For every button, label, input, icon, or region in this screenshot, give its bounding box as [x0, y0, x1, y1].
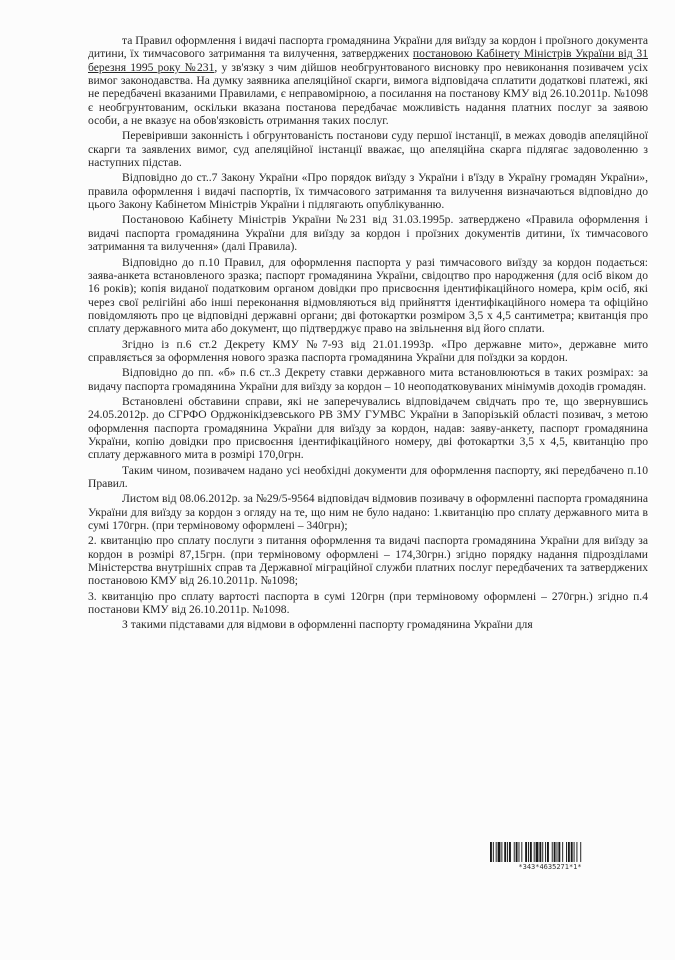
paragraph-0: та Правил оформлення і видачі паспорта громадянина України для виїзду за кордон і проїзного документа дитини, їх тимчасового затримання та вилучення, затверджених постановою Кабінету Міністрів України від 31 березня 1995 року №231, у зв'язку з чим дійшов необгрунтованого висновку про невиконання позивачем усіх вимог законодавства. На думку заявника апеляційної скарги, вимога відповідача сплатити додаткові платежі, які не передбачені вказаними Правилами, є неправомірною, а посилання на постанову КМУ від 26.10.2011р. №1098 є необгрунтованим, оскільки вказана постанова передбачає можливість надання платних послуг за заявою особи, а не вказує на обов'язковість отримання таких послуг. — [88, 34, 648, 128]
paragraph-5: Згідно із п.6 ст.2 Декрету КМУ №7-93 від 21.01.1993р. «Про державне мито», державне мито справляється за оформлення нового зразка паспорта громадянина України для поїздки за кордон. — [88, 337, 648, 364]
paragraph-1: Перевіривши законність і обгрунтованість постанови суду першої інстанції, в межах доводів апеляційної скарги та заявлених вимог, суд апеляційної інстанції вважає, що апеляційна скарга підлягає задоволенню з наступних підстав. — [88, 129, 648, 170]
barcode — [490, 842, 608, 862]
barcode-number: *343*4635271*1* — [518, 863, 582, 871]
paragraph-7: Встановлені обставини справи, які не заперечувались відповідачем свідчать про те, що звернувшись 24.05.2012р. до СГРФО Орджонікідзевського РВ ЗМУ ГУМВС України в Запорізькій області позивач, з метою оформлення паспорта громадянина України для виїзду за кордон, надав: заяву-анкету, паспорт громадянина України, копію довідки про присвоєння ідентифікаційного номеру, дві фотокартки 3,5 х 4,5, квитанцію про сплату державного мита в розмірі 170,0грн. — [88, 394, 648, 462]
paragraph-10: 2. квитанцію про сплату послуги з питання оформлення та видачі паспорта громадянина України для виїзду за кордон в розмірі 87,15грн. (при терміновому оформлені – 174,30грн.) згідно порядку надання підрозділами Міністерства внутрішніх справ та Державної міграційної служби платних послуг передбачених та затверджених постановою КМУ від 26.10.2011р. №1098; — [88, 534, 648, 588]
paragraph-4: Відповідно до п.10 Правил, для оформлення паспорта у разі тимчасового виїзду за кордон подається: заява-анкета встановленого зразка; паспорт громадянина України, свідоцтво про народження (для осіб віком до 16 років); копія виданої податковим органом довідки про присвоєння ідентифікаційного номера, крім осіб, які через свої релігійні або інші переконання відмовляються від прийняття ідентифікаційного номера та офіційно повідомляють про це відповідні державні органи; дві фотокартки розміром 3,5 х 4,5 сантиметра; квитанція про сплату державного мита або документ, що підтверджує право на звільнення від його сплати. — [88, 255, 648, 336]
paragraph-11: 3. квитанцію про сплату вартості паспорта в сумі 120грн (при терміновому оформлені – 270грн.) згідно п.4 постанови КМУ від 26.10.2011р. №1098. — [88, 589, 648, 617]
paragraph-3: Постановою Кабінету Міністрів України №231 від 31.03.1995р. затверджено «Правила оформлення і видачі паспорта громадянина України для виїзду за кордон і проїзних документів дитини, їх тимчасового затримання та вилучення» (далі Правила). — [88, 213, 648, 254]
paragraph-6: Відповідно до пп. «б» п.6 ст..3 Декрету ставки державного мита встановлюються в таких розмірах: за видачу паспорта громадянина України для виїзду за кордон – 10 неоподатковуваних мінімумів доходів громадян. — [88, 366, 648, 393]
paragraph-8: Таким чином, позивачем надано усі необхідні документи для оформлення паспорту, які передбачено п.10 Правил. — [88, 463, 648, 490]
paragraph-9: Листом від 08.06.2012р. за №29/5-9564 відповідач відмовив позивачу в оформленні паспорта громадянина України для виїзду за кордон з огляду на те, що ним не було надано: 1.квитанцію про сплату державного мита в сумі 170грн. (при терміновому оформлені – 340грн); — [88, 492, 648, 533]
document-body — [88, 34, 648, 634]
underlined-reference: постановою Кабінету Міністрів України від 31 березня 1995 року №231 — [88, 47, 648, 74]
paragraph-12: З такими підставами для відмови в оформленні паспорту громадянина України для — [122, 618, 533, 632]
paragraph-2: Відповідно до ст..7 Закону України «Про порядок виїзду з України і в'їзду в Україну громадян України», правила оформлення і видачі паспортів, їх тимчасового затримання та вилучення визначаються відповідно до цього Закону Кабінетом Міністрів України і підлягають опублікуванню. — [88, 171, 648, 212]
